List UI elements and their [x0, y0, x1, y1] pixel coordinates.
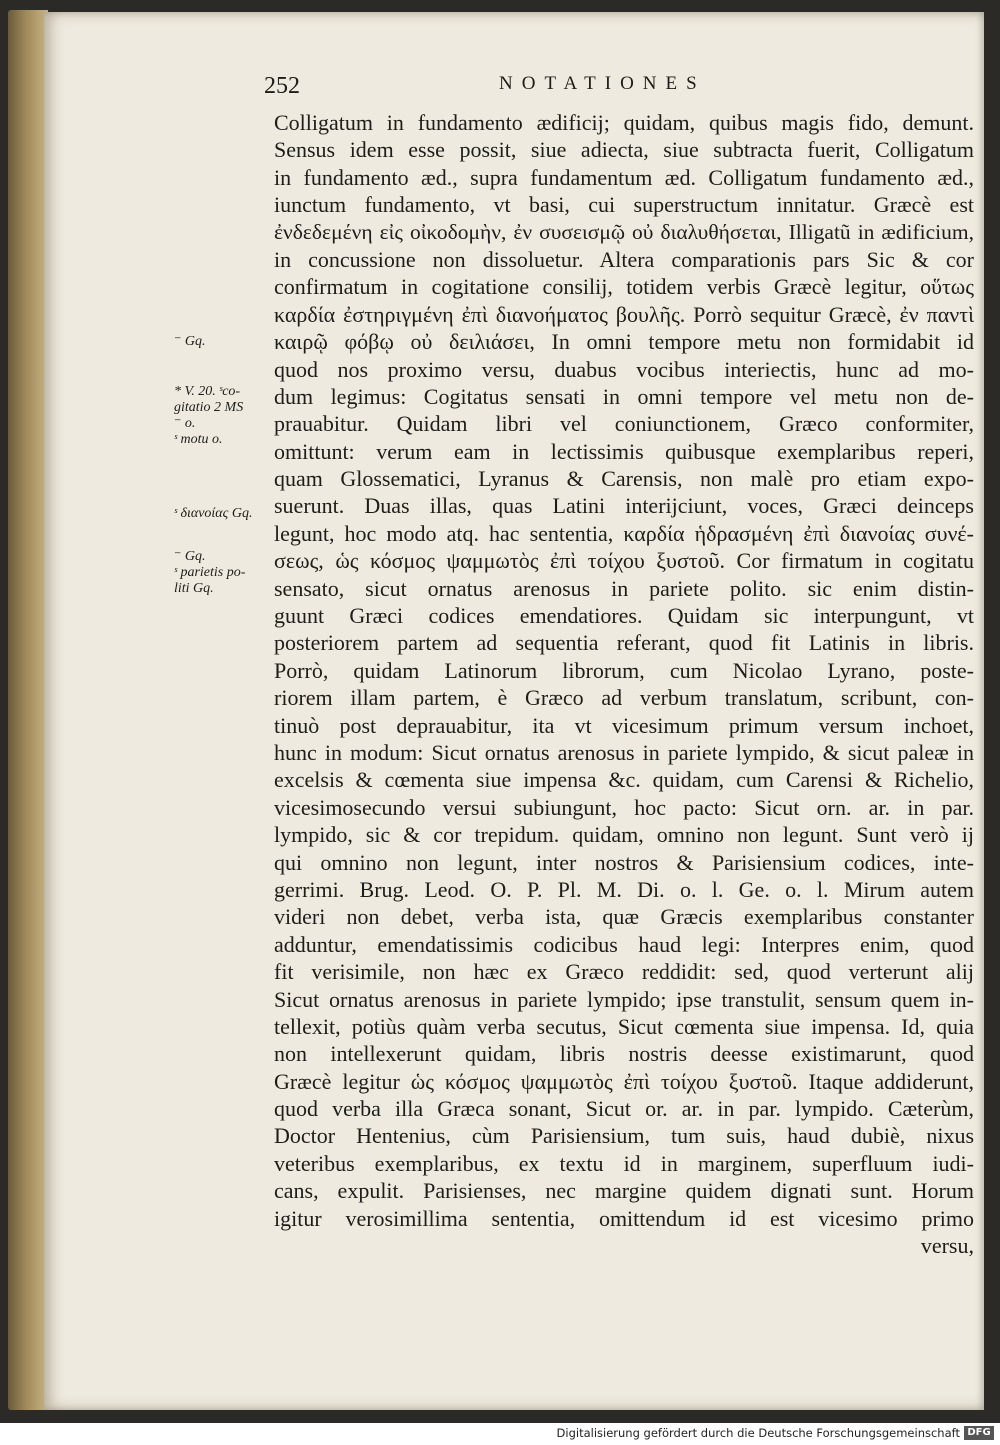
margin-note: ⁻ Gq.	[174, 334, 206, 349]
text-line: veteribus exemplaribus, ex textu id in marginem, superfluum iudi-	[274, 1150, 974, 1176]
text-line: legunt, hoc modo atq. hac sententia, καρδία ἡδρασμένη ἐπὶ διανοίας συνέ-	[274, 520, 974, 546]
text-line: dum legimus: Cogitatus sensati in omni tempore vel metu non de-	[274, 383, 974, 409]
text-line: non intellexerunt quidam, libris nostris deesse existimarunt, quod	[274, 1041, 974, 1067]
margin-note: gitatio 2 MS	[174, 400, 244, 415]
text-line: Sicut ornatus arenosus in pariete lympido; ipse transtulit, sensum quem in-	[274, 986, 974, 1012]
text-line: in concussione non dissoluetur. Altera comparationis pars Sic & cor	[274, 246, 974, 272]
text-line: Græcè legitur ὡς κόσμος ψαμμωτὸς ἐπὶ τοίχου ξυστοῦ. Itaque addiderunt,	[274, 1068, 974, 1094]
text-line: prauabitur. Quidam libri vel coniunctionem, Græco conformiter,	[274, 411, 974, 437]
text-line: qui omnino non legunt, inter nostros & Parisiensium codices, inte-	[274, 849, 974, 875]
text-line: quod nos proximo versu, duabus vocibus interiectis, hunc ad mo-	[274, 356, 974, 382]
dfg-logo-icon: DFG	[964, 1426, 994, 1440]
page-number: 252	[264, 73, 300, 99]
footer-bar	[0, 1423, 1000, 1445]
text-line: cans, expulit. Parisienses, nec margine quidem dignati sunt. Horum	[274, 1178, 974, 1204]
funding-credit: Digitalisierung gefördert durch die Deutsche Forschungsgemeinschaft	[556, 1426, 960, 1440]
text-line: sensato, sicut ornatus arenosus in pariete polito. sic enim distin-	[274, 575, 974, 601]
running-title: NOTATIONES	[499, 73, 706, 94]
book-page	[44, 12, 984, 1410]
text-line: confirmatum in cogitatione consilij, totidem verbis Græcè legitur, οὕτως	[274, 274, 974, 300]
text-line: igitur verosimillima sententia, omittendum id est vicesimo primo	[274, 1205, 974, 1231]
text-line: fit verisimile, non hæc ex Græco reddidit: sed, quod verterunt alij	[274, 959, 974, 985]
text-line: Sensus idem esse possit, siue adiecta, siue subtracta fuerit, Colligatum	[274, 137, 974, 163]
margin-note: ˢ parietis po-	[174, 565, 246, 580]
text-line: καιρῷ φόβῳ οὐ δειλιάσει, In omni tempore metu non formidabit id	[274, 329, 974, 355]
margin-note: * V. 20. ˢco-	[174, 384, 241, 399]
text-line: riorem illam partem, è Græco ad verbum translatum, scribunt, con-	[274, 685, 974, 711]
text-line: adduntur, emendatissimis codicibus haud legi: Interpres enim, quod	[274, 931, 974, 957]
margin-note: ˢ motu o.	[174, 432, 223, 447]
text-line: gerrimi. Brug. Leod. O. P. Pl. M. Di. o. l. Ge. o. l. Mirum autem	[274, 876, 974, 902]
text-line: hunc in modum: Sicut ornatus arenosus in pariete lympido, & sicut paleæ in	[274, 739, 974, 765]
text-line: in fundamento æd., supra fundamentum æd. Colligatum fundamento æd.,	[274, 164, 974, 190]
text-line: videri non debet, verba ista, quæ Græcis exemplaribus constanter	[274, 904, 974, 930]
text-line: σεως, ὡς κόσμος ψαμμωτὸς ἐπὶ τοίχου ξυστοῦ. Cor firmatum in cogitatu	[274, 548, 974, 574]
main-text	[274, 109, 974, 1259]
margin-note: liti Gq.	[174, 581, 214, 596]
text-line: Porrò, quidam Latinorum librorum, cum Nicolao Lyrano, poste-	[274, 657, 974, 683]
text-line: lympido, sic & cor trepidum. quidam, omnino non legunt. Sunt verò ij	[274, 822, 974, 848]
text-line: vicesimosecundo versui subiungunt, hoc pacto: Sicut orn. ar. in par.	[274, 794, 974, 820]
margin-note: ˢ διανοίας Gq.	[174, 506, 253, 521]
text-line: καρδία ἐστηριγμένη ἐπὶ διανοήματος βουλῆς. Porrò sequitur Græcè, ἐν παντὶ	[274, 301, 974, 327]
text-line: quam Glossematici, Lyranus & Carensis, non malè pro etiam expo-	[274, 466, 974, 492]
text-line: tinuò post deprauabitur, ita vt vicesimum primum versum inchoet,	[274, 712, 974, 738]
text-line: Doctor Hentenius, cùm Parisiensium, tum suis, haud dubiè, nixus	[274, 1123, 974, 1149]
text-line: suerunt. Duas illas, quas Latini interijciunt, voces, Græci deinceps	[274, 493, 974, 519]
margin-note: ⁻ o.	[174, 416, 196, 431]
text-line: ἐνδεδεμένη εἰς οἰκοδομὴν, ἐν συσεισμῷ οὐ διαλυθήσεται, Illigatũ in ædificium,	[274, 219, 974, 244]
text-line: guunt Græci codices emendatiores. Quidam sic interpungunt, vt	[274, 603, 974, 629]
text-line: iunctum fundamento, vt basi, cui superstructum innitatur. Græcè est	[274, 192, 974, 218]
margin-note: ⁻ Gq.	[174, 549, 206, 564]
book-edge	[8, 10, 48, 1410]
running-head	[264, 67, 824, 107]
text-line: tellexit, potiùs quàm verba secutus, Sicut cœmenta siue impensa. Id, quia	[274, 1013, 974, 1039]
text-line: excelsis & cœmenta siue impensa &c. quidam, cum Carensi & Richelio,	[274, 767, 974, 793]
text-line: Colligatum in fundamento ædificij; quidam, quibus magis fido, demunt.	[274, 110, 974, 135]
text-line: posteriorem partem ad sequentia referant, quod fit Latinis in libris.	[274, 630, 974, 656]
text-line: omittunt: verum eam in lectissimis quibusque exemplaribus reperi,	[274, 438, 974, 464]
text-line: quod verba illa Græca sonant, Sicut or. ar. in par. lympido. Cæterùm,	[274, 1096, 974, 1122]
catchword: versu,	[920, 1233, 974, 1259]
